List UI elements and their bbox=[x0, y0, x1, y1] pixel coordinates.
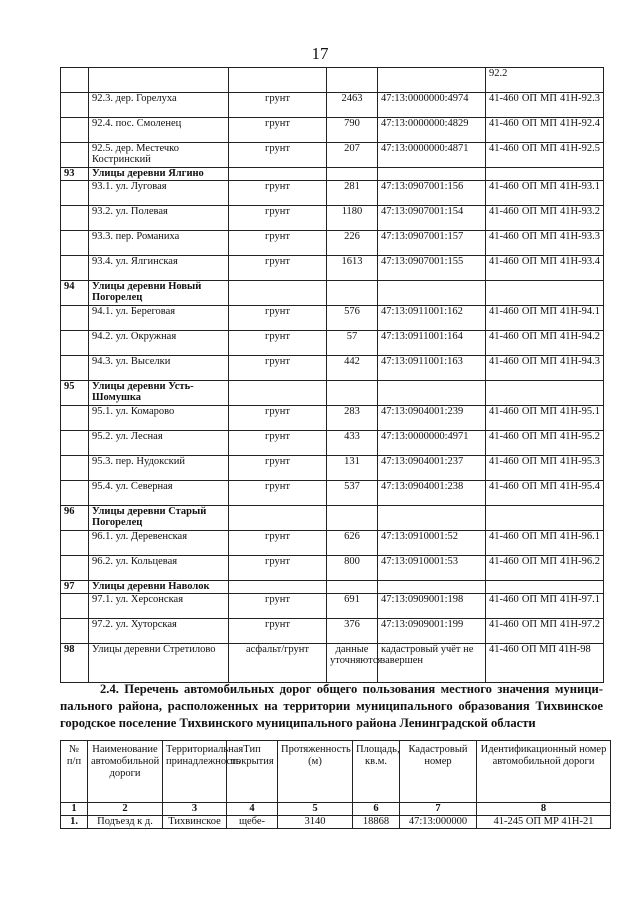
cell-length: 1180 bbox=[327, 206, 378, 231]
cell-surface-type: грунт bbox=[229, 481, 327, 506]
header-territory: Территориальная принадлежность bbox=[163, 741, 227, 803]
cell-number bbox=[61, 556, 89, 581]
cell-road-id: 41-460 ОП МП 41Н-92.5 bbox=[486, 143, 604, 168]
section-title-line1: 2.4. Перечень автомобильных дорог общего пользования местного значения муници- bbox=[100, 682, 603, 696]
cell-road-id: 41-460 ОП МП 41Н-92.4 bbox=[486, 118, 604, 143]
cell-length: 790 bbox=[327, 118, 378, 143]
cell-number bbox=[61, 356, 89, 381]
cell-surface-type: грунт bbox=[229, 206, 327, 231]
cell-surface-type bbox=[229, 506, 327, 531]
cell-cadastral-number: 47:13:0907001:157 bbox=[378, 231, 486, 256]
table-row bbox=[61, 481, 604, 506]
cell-cadastral-number: 47:13:0907001:154 bbox=[378, 206, 486, 231]
roads-table-continued bbox=[60, 67, 604, 683]
cell-number: 94 bbox=[61, 281, 89, 306]
column-number: 6 bbox=[353, 803, 400, 816]
cell-cadastral-number: 47:13:0904001:238 bbox=[378, 481, 486, 506]
table-row bbox=[61, 594, 604, 619]
table-header-row bbox=[61, 741, 611, 803]
cell-length: 3140 bbox=[278, 816, 353, 829]
header-number: № п/п bbox=[61, 741, 88, 803]
cell-surface-type bbox=[229, 168, 327, 181]
cell-road-name: 92.3. дер. Горелуха bbox=[89, 93, 229, 118]
cell-surface-type: грунт bbox=[229, 619, 327, 644]
cell-road-name: 95.3. пер. Нудокский bbox=[89, 456, 229, 481]
cell-number bbox=[61, 231, 89, 256]
cell-road-id bbox=[486, 581, 604, 594]
group-row bbox=[61, 281, 604, 306]
cell-road-id: 41-460 ОП МП 41Н-94.3 bbox=[486, 356, 604, 381]
cell-surface-type bbox=[229, 581, 327, 594]
header-length: Протяженность (м) bbox=[278, 741, 353, 803]
cell-length: 800 bbox=[327, 556, 378, 581]
cell-road-name: 94.3. ул. Выселки bbox=[89, 356, 229, 381]
cell-cadastral-number: 47:13:0000000:4829 bbox=[378, 118, 486, 143]
cell-road-name: Улицы деревни Ялгино bbox=[89, 168, 229, 181]
cell-road-name: Улицы деревни Наволок bbox=[89, 581, 229, 594]
column-number: 4 bbox=[227, 803, 278, 816]
cell-cadastral-number: 47:13:0000000:4974 bbox=[378, 93, 486, 118]
district-roads-table bbox=[60, 740, 611, 829]
cell-road-name: 92.4. пос. Смоленец bbox=[89, 118, 229, 143]
cell-surface-type: грунт bbox=[229, 431, 327, 456]
cell-road-id: 41-460 ОП МП 41Н-94.1 bbox=[486, 306, 604, 331]
cell-number bbox=[61, 481, 89, 506]
cell-road-id: 41-460 ОП МП 41Н-95.3 bbox=[486, 456, 604, 481]
table-row bbox=[61, 231, 604, 256]
cell-area: 18868 bbox=[353, 816, 400, 829]
cell-cadastral-number: 47:13:0910001:52 bbox=[378, 531, 486, 556]
cell-road-id: 41-460 ОП МП 41Н-93.4 bbox=[486, 256, 604, 281]
cell-cadastral-number: кадастровый учёт не завершен bbox=[378, 644, 486, 683]
cell-road-name: Улицы деревни Старый Погорелец bbox=[89, 506, 229, 531]
table-row bbox=[61, 356, 604, 381]
cell-cadastral-number bbox=[378, 581, 486, 594]
cell-surface-type: грунт bbox=[229, 143, 327, 168]
table-row bbox=[61, 143, 604, 168]
table-row bbox=[61, 331, 604, 356]
cell-surface-type: грунт bbox=[229, 556, 327, 581]
cell-surface-type: грунт bbox=[229, 93, 327, 118]
cell-surface-type: щебе- bbox=[227, 816, 278, 829]
cell-surface-type: грунт bbox=[229, 256, 327, 281]
column-number: 3 bbox=[163, 803, 227, 816]
group-row bbox=[61, 168, 604, 181]
cell-length: 537 bbox=[327, 481, 378, 506]
cell-length: 433 bbox=[327, 431, 378, 456]
cell-number bbox=[61, 181, 89, 206]
cell-road-name: 93.3. пер. Романиха bbox=[89, 231, 229, 256]
cell-number bbox=[61, 331, 89, 356]
cell-road-id bbox=[486, 168, 604, 181]
cell-cadastral-number: 47:13:0904001:239 bbox=[378, 406, 486, 431]
cell-road-name: Улицы деревни Усть-Шомушка bbox=[89, 381, 229, 406]
cell-road-id: 41-460 ОП МП 41Н-95.4 bbox=[486, 481, 604, 506]
table-row bbox=[61, 256, 604, 281]
cell-length bbox=[327, 506, 378, 531]
cell-length: 626 bbox=[327, 531, 378, 556]
cell-number bbox=[61, 306, 89, 331]
cell-road-name: 96.2. ул. Кольцевая bbox=[89, 556, 229, 581]
cell-road-name: 95.4. ул. Северная bbox=[89, 481, 229, 506]
group-row bbox=[61, 644, 604, 683]
header-road-name: Наименование автомобильной дороги bbox=[88, 741, 163, 803]
cell-length: 283 bbox=[327, 406, 378, 431]
table-row bbox=[61, 531, 604, 556]
cell-length: 442 bbox=[327, 356, 378, 381]
cell-surface-type: грунт bbox=[229, 531, 327, 556]
column-number: 1 bbox=[61, 803, 88, 816]
cell-cadastral-number bbox=[378, 506, 486, 531]
cell-cadastral-number: 47:13:0907001:155 bbox=[378, 256, 486, 281]
cell-road-id: 41-460 ОП МП 41Н-97.2 bbox=[486, 619, 604, 644]
cell-number: 98 bbox=[61, 644, 89, 683]
table-row bbox=[61, 556, 604, 581]
cell-length bbox=[327, 68, 378, 93]
cell-cadastral-number: 47:13:0909001:198 bbox=[378, 594, 486, 619]
table-row bbox=[61, 406, 604, 431]
cell-surface-type: грунт bbox=[229, 306, 327, 331]
cell-number bbox=[61, 594, 89, 619]
cell-road-name: 94.2. ул. Окружная bbox=[89, 331, 229, 356]
cell-road-name: 96.1. ул. Деревенская bbox=[89, 531, 229, 556]
cell-road-id: 41-460 ОП МП 41Н-95.1 bbox=[486, 406, 604, 431]
cell-surface-type: грунт bbox=[229, 231, 327, 256]
group-row bbox=[61, 506, 604, 531]
cell-road-id: 41-460 ОП МП 41Н-95.2 bbox=[486, 431, 604, 456]
cell-number bbox=[61, 406, 89, 431]
cell-road-name: 92.5. дер. Местечко Костринский bbox=[89, 143, 229, 168]
cell-surface-type: грунт bbox=[229, 406, 327, 431]
cell-cadastral-number: 47:13:0911001:163 bbox=[378, 356, 486, 381]
cell-number bbox=[61, 456, 89, 481]
table-row bbox=[61, 118, 604, 143]
cell-surface-type: грунт bbox=[229, 456, 327, 481]
cell-cadastral-number: 47:13:0910001:53 bbox=[378, 556, 486, 581]
cell-cadastral-number: 47:13:0907001:156 bbox=[378, 181, 486, 206]
table-row bbox=[61, 206, 604, 231]
header-area: Площадь, кв.м. bbox=[353, 741, 400, 803]
cell-cadastral-number: 47:13:0000000:4971 bbox=[378, 431, 486, 456]
cell-length: 1613 bbox=[327, 256, 378, 281]
cell-road-name: Улицы деревни Стретилово bbox=[89, 644, 229, 683]
cell-road-id: 41-460 ОП МП 41Н-93.3 bbox=[486, 231, 604, 256]
column-number: 5 bbox=[278, 803, 353, 816]
group-row bbox=[61, 581, 604, 594]
cell-cadastral-number bbox=[378, 168, 486, 181]
section-title bbox=[60, 681, 603, 732]
cell-road-id: 41-245 ОП МР 41Н-21 bbox=[477, 816, 611, 829]
cell-number bbox=[61, 619, 89, 644]
cell-number bbox=[61, 93, 89, 118]
cell-road-id: 41-460 ОП МП 41Н-94.2 bbox=[486, 331, 604, 356]
cell-cadastral-number: 47:13:0000000:4871 bbox=[378, 143, 486, 168]
table-row bbox=[61, 816, 611, 829]
table-row bbox=[61, 431, 604, 456]
cell-road-name: Улицы деревни Новый Погорелец bbox=[89, 281, 229, 306]
cell-territory: Тихвинское bbox=[163, 816, 227, 829]
table-row bbox=[61, 68, 604, 93]
cell-number bbox=[61, 256, 89, 281]
column-number: 2 bbox=[88, 803, 163, 816]
table-row bbox=[61, 93, 604, 118]
cell-road-name: 93.2. ул. Полевая bbox=[89, 206, 229, 231]
cell-road-name: Подъезд к д. bbox=[88, 816, 163, 829]
table-row bbox=[61, 181, 604, 206]
cell-length: 281 bbox=[327, 181, 378, 206]
section-title-line3: городское поселение Тихвинского муниципального района Ленинградской области bbox=[60, 716, 536, 730]
cell-surface-type bbox=[229, 68, 327, 93]
cell-road-name: 94.1. ул. Береговая bbox=[89, 306, 229, 331]
cell-number bbox=[61, 118, 89, 143]
cell-length: 376 bbox=[327, 619, 378, 644]
cell-number bbox=[61, 431, 89, 456]
cell-number: 93 bbox=[61, 168, 89, 181]
cell-road-name: 95.1. ул. Комарово bbox=[89, 406, 229, 431]
cell-length: 57 bbox=[327, 331, 378, 356]
header-surface-type: Тип покрытия bbox=[227, 741, 278, 803]
cell-length: данные уточняются bbox=[327, 644, 378, 683]
cell-road-name: 97.1. ул. Херсонская bbox=[89, 594, 229, 619]
cell-road-id: 41-460 ОП МП 41Н-96.1 bbox=[486, 531, 604, 556]
cell-surface-type: грунт bbox=[229, 356, 327, 381]
cell-road-id: 41-460 ОП МП 41Н-97.1 bbox=[486, 594, 604, 619]
table-row bbox=[61, 456, 604, 481]
cell-number bbox=[61, 531, 89, 556]
header-road-id: Идентификационный номер автомобильной дороги bbox=[477, 741, 611, 803]
cell-cadastral-number: 47:13:0904001:237 bbox=[378, 456, 486, 481]
cell-cadastral-number: 47:13:0911001:162 bbox=[378, 306, 486, 331]
cell-cadastral-number bbox=[378, 281, 486, 306]
cell-surface-type bbox=[229, 281, 327, 306]
cell-length bbox=[327, 381, 378, 406]
cell-road-name: 95.2. ул. Лесная bbox=[89, 431, 229, 456]
cell-length: 576 bbox=[327, 306, 378, 331]
cell-surface-type: грунт bbox=[229, 118, 327, 143]
cell-number bbox=[61, 206, 89, 231]
cell-length bbox=[327, 168, 378, 181]
cell-number bbox=[61, 143, 89, 168]
cell-road-id: 41-460 ОП МП 41Н-93.1 bbox=[486, 181, 604, 206]
cell-cadastral-number bbox=[378, 381, 486, 406]
cell-road-id: 41-460 ОП МП 41Н-92.3 bbox=[486, 93, 604, 118]
cell-surface-type: грунт bbox=[229, 181, 327, 206]
cell-number: 1. bbox=[61, 816, 88, 829]
cell-cadastral-number: 47:13:0909001:199 bbox=[378, 619, 486, 644]
cell-road-name: 93.1. ул. Луговая bbox=[89, 181, 229, 206]
cell-number: 96 bbox=[61, 506, 89, 531]
cell-length: 226 bbox=[327, 231, 378, 256]
cell-length: 691 bbox=[327, 594, 378, 619]
cell-length bbox=[327, 581, 378, 594]
column-number: 7 bbox=[400, 803, 477, 816]
cell-road-id: 92.2 bbox=[486, 68, 604, 93]
cell-length: 207 bbox=[327, 143, 378, 168]
cell-road-id: 41-460 ОП МП 41Н-93.2 bbox=[486, 206, 604, 231]
cell-length: 2463 bbox=[327, 93, 378, 118]
cell-surface-type: асфальт/грунт bbox=[229, 644, 327, 683]
table-row bbox=[61, 619, 604, 644]
cell-road-id: 41-460 ОП МП 41Н-98 bbox=[486, 644, 604, 683]
cell-surface-type bbox=[229, 381, 327, 406]
cell-length bbox=[327, 281, 378, 306]
cell-road-id: 41-460 ОП МП 41Н-96.2 bbox=[486, 556, 604, 581]
header-cadastral-number: Кадастровый номер bbox=[400, 741, 477, 803]
cell-surface-type: грунт bbox=[229, 594, 327, 619]
column-number: 8 bbox=[477, 803, 611, 816]
cell-number bbox=[61, 68, 89, 93]
cell-cadastral-number: 47:13:000000 bbox=[400, 816, 477, 829]
section-title-line2: пального района, расположенных на территории муниципального образования Тихвинское bbox=[60, 699, 603, 713]
page-number: 17 bbox=[311, 44, 329, 63]
cell-cadastral-number bbox=[378, 68, 486, 93]
cell-surface-type: грунт bbox=[229, 331, 327, 356]
cell-number: 97 bbox=[61, 581, 89, 594]
cell-road-name bbox=[89, 68, 229, 93]
group-row bbox=[61, 381, 604, 406]
cell-road-id bbox=[486, 381, 604, 406]
cell-length: 131 bbox=[327, 456, 378, 481]
cell-road-name: 93.4. ул. Ялгинская bbox=[89, 256, 229, 281]
cell-road-id bbox=[486, 281, 604, 306]
table-row bbox=[61, 306, 604, 331]
cell-cadastral-number: 47:13:0911001:164 bbox=[378, 331, 486, 356]
cell-number: 95 bbox=[61, 381, 89, 406]
column-numbers-row bbox=[61, 803, 611, 816]
cell-road-name: 97.2. ул. Хуторская bbox=[89, 619, 229, 644]
cell-road-id bbox=[486, 506, 604, 531]
